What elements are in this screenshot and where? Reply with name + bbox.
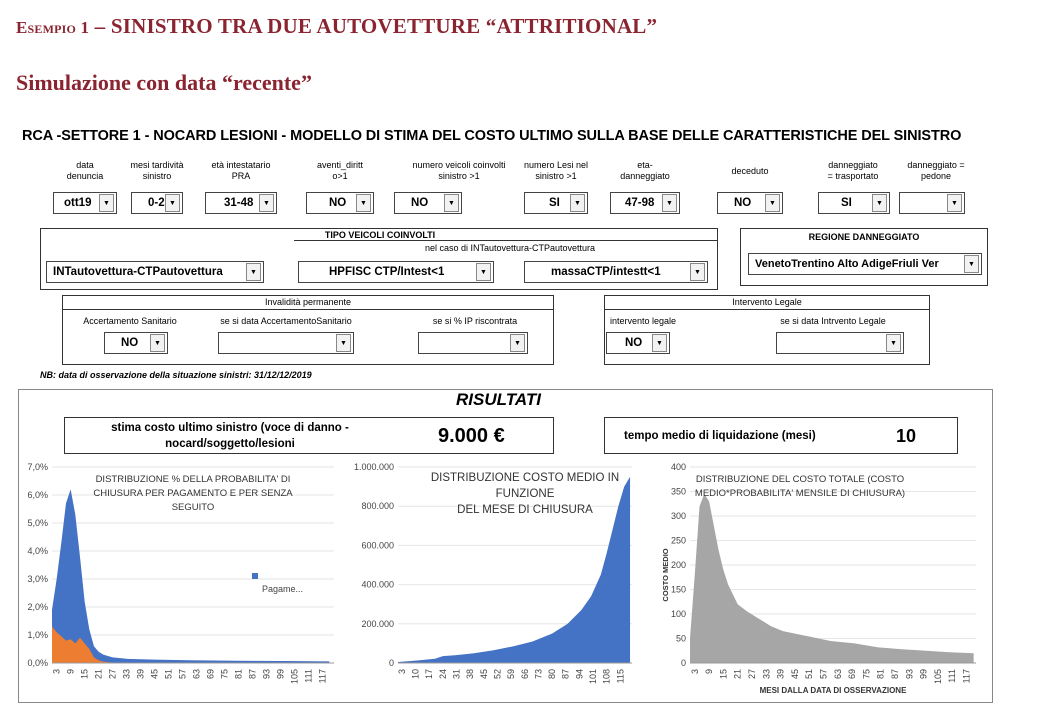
- field-label-line1: data: [76, 160, 94, 170]
- vehicles-header: TIPO VEICOLI COINVOLTI: [324, 230, 436, 240]
- y-tick-label: 0: [388, 658, 394, 668]
- legal-value: NO: [625, 337, 643, 349]
- chevron-down-icon[interactable]: ▼: [259, 194, 274, 212]
- field-select[interactable]: [717, 192, 783, 214]
- y-tick-label: 300: [670, 511, 686, 521]
- field-label: [384, 160, 534, 182]
- x-tick-label: 93: [904, 669, 915, 680]
- chart-title: CHIUSURA PER PAGAMENTO E PER SENZA: [93, 488, 293, 499]
- legend-swatch: [252, 573, 258, 579]
- field-select[interactable]: [205, 192, 277, 214]
- accertamento-date-select[interactable]: [218, 332, 354, 354]
- mass-value: massaCTP/intestt<1: [551, 266, 661, 278]
- chevron-down-icon[interactable]: ▼: [690, 263, 705, 281]
- y-tick-label: 1.000.000: [353, 462, 394, 472]
- field-select-value: 47-98: [625, 197, 655, 209]
- legal-label: intervento legale: [609, 316, 677, 326]
- y-tick-label: 250: [670, 535, 686, 546]
- chevron-down-icon[interactable]: ▼: [99, 194, 114, 212]
- chart-title: SEGUITO: [171, 502, 215, 513]
- x-tick-label: 27: [746, 669, 757, 680]
- legal-header: Intervento Legale: [732, 297, 802, 307]
- legal-divider: [604, 309, 930, 310]
- field-label-line1: numero Lesi nel: [523, 160, 589, 170]
- field-select[interactable]: [131, 192, 183, 214]
- y-tick-label: 3,0%: [27, 574, 48, 584]
- x-tick-label: 10: [410, 669, 421, 680]
- y-tick-label: 5,0%: [27, 518, 48, 528]
- field-label-line2: denuncia: [66, 171, 104, 181]
- settlement-time-value: 10: [896, 426, 917, 446]
- y-tick-label: 1,0%: [27, 630, 48, 640]
- x-tick-label: 45: [149, 669, 160, 680]
- x-tick-label: 45: [789, 669, 800, 680]
- cost-estimate-value: 9.000 €: [438, 425, 505, 447]
- y-tick-label: 6,0%: [27, 490, 48, 500]
- x-tick-label: 105: [289, 669, 300, 685]
- x-tick-label: 15: [79, 669, 90, 680]
- mass-select[interactable]: [524, 261, 708, 283]
- field-label: [118, 160, 196, 182]
- field-label: [520, 160, 592, 182]
- cost-label-line2: nocard/soggetto/lesioni: [165, 438, 295, 450]
- x-tick-label: 45: [478, 669, 489, 680]
- cost-label-line1: stima costo ultimo sinistro (voce di danno -: [111, 422, 349, 434]
- series-area: [52, 489, 329, 663]
- x-tick-label: 69: [205, 669, 216, 680]
- y-tick-label: 50: [675, 633, 686, 644]
- accertamento-date-label: se si data AccertamentoSanitario: [220, 316, 352, 326]
- x-tick-label: 117: [961, 669, 972, 684]
- x-tick-label: 81: [233, 669, 244, 680]
- chevron-down-icon[interactable]: ▼: [246, 263, 261, 281]
- invalidity-header: Invalidità permanente: [264, 297, 352, 307]
- chevron-down-icon[interactable]: ▼: [570, 194, 585, 212]
- x-tick-label: 80: [547, 669, 558, 680]
- x-tick-label: 3: [689, 669, 700, 675]
- x-tick-label: 21: [732, 669, 743, 680]
- x-tick-label: 93: [261, 669, 272, 680]
- field-select-value: NO: [411, 197, 429, 209]
- field-label-line2: pedone: [920, 171, 952, 181]
- x-tick-label: 81: [875, 669, 886, 680]
- field-label-line2: PRA: [231, 171, 251, 181]
- simulation-heading: Simulazione con data “recente”: [16, 70, 312, 95]
- x-tick-label: 117: [317, 669, 328, 684]
- field-select[interactable]: [524, 192, 588, 214]
- field-select[interactable]: [306, 192, 374, 214]
- field-select-value: SI: [549, 197, 560, 209]
- y-tick-label: 0: [680, 658, 686, 668]
- x-tick-label: 21: [93, 669, 104, 680]
- field-label-line2: = trasportato: [827, 171, 879, 181]
- chevron-down-icon[interactable]: ▼: [510, 334, 525, 352]
- x-tick-label: 108: [601, 669, 612, 685]
- field-label-line1: danneggiato =: [907, 160, 965, 170]
- field-label-line1: eta-: [637, 160, 653, 170]
- chevron-down-icon[interactable]: ▼: [336, 334, 351, 352]
- field-label: [804, 160, 902, 182]
- results-title: RISULTATI: [456, 390, 541, 409]
- chevron-down-icon[interactable]: ▼: [872, 194, 887, 212]
- chevron-down-icon[interactable]: ▼: [150, 334, 165, 352]
- series-area: [690, 494, 974, 663]
- y-tick-label: 7,0%: [27, 462, 48, 472]
- chart-title: DEL MESE DI CHIUSURA: [457, 504, 593, 516]
- region-select[interactable]: [748, 253, 982, 275]
- y-tick-label: 800.000: [361, 501, 394, 512]
- y-axis-label: COSTO MEDIO: [661, 548, 670, 602]
- x-tick-label: 63: [832, 669, 843, 680]
- model-title: RCA -SETTORE 1 - NOCARD LESIONI - MODELLO DI STIMA DEL COSTO ULTIMO SULLA BASE DELLE CARATTERISTICHE DEL SINISTRO: [22, 128, 962, 144]
- field-select[interactable]: [394, 192, 462, 214]
- x-tick-label: 59: [506, 669, 517, 680]
- field-label-line2: o>1: [332, 171, 348, 181]
- x-tick-label: 99: [918, 669, 929, 680]
- x-tick-label: 39: [775, 669, 786, 680]
- legal-select[interactable]: [606, 332, 670, 354]
- x-tick-label: 39: [135, 669, 146, 680]
- field-label: [710, 166, 790, 177]
- chevron-down-icon[interactable]: ▼: [964, 255, 979, 273]
- chevron-down-icon[interactable]: ▼: [947, 194, 962, 212]
- chevron-down-icon[interactable]: ▼: [662, 194, 677, 212]
- x-tick-label: 3: [396, 669, 407, 675]
- ip-select[interactable]: [418, 332, 528, 354]
- field-label-line1: mesi tardività: [130, 160, 184, 170]
- field-select-value: ott19: [64, 197, 92, 209]
- invalidity-divider: [62, 309, 554, 310]
- y-tick-label: 100: [670, 609, 686, 619]
- chevron-down-icon[interactable]: ▼: [165, 194, 180, 212]
- x-tick-label: 51: [804, 669, 815, 680]
- chevron-down-icon[interactable]: ▼: [652, 334, 667, 352]
- vehicle-type-value: INTautovettura-CTPautovettura: [53, 266, 223, 278]
- field-select-value: 0-2: [148, 197, 165, 209]
- y-tick-label: 4,0%: [27, 546, 48, 556]
- field-select[interactable]: [610, 192, 680, 214]
- field-select-value: NO: [329, 197, 347, 209]
- x-tick-label: 66: [519, 669, 530, 680]
- y-tick-label: 200: [670, 560, 686, 570]
- field-select[interactable]: [53, 192, 117, 214]
- field-label-line2: danneggiato: [620, 171, 670, 181]
- x-tick-label: 27: [107, 669, 118, 680]
- field-select[interactable]: [818, 192, 890, 214]
- vehicle-type-select[interactable]: [46, 261, 264, 283]
- field-label: [896, 160, 976, 182]
- x-tick-label: 38: [465, 669, 476, 680]
- chevron-down-icon[interactable]: ▼: [356, 194, 371, 212]
- x-tick-label: 3: [51, 669, 62, 675]
- cost-estimate-label: [70, 420, 390, 452]
- x-axis-label: MESI DALLA DATA DI OSSERVAZIONE: [759, 686, 907, 695]
- ip-label: se si % IP riscontrata: [432, 316, 518, 326]
- x-tick-label: 105: [932, 669, 943, 685]
- x-tick-label: 87: [889, 669, 900, 680]
- accertamento-value: NO: [121, 337, 139, 349]
- field-label-line2: sinistro >1: [438, 171, 480, 181]
- example-title: – SINISTRO TRA DUE AUTOVETTURE “ATTRITIONAL”: [89, 14, 658, 38]
- field-label-line1: deceduto: [731, 166, 769, 176]
- field-select[interactable]: [899, 192, 965, 214]
- x-tick-label: 31: [451, 669, 462, 680]
- field-label-line2: sinistro: [142, 171, 172, 181]
- x-tick-label: 101: [588, 669, 598, 685]
- legal-date-label: se si data Intrvento Legale: [780, 316, 886, 326]
- hpfisc-select[interactable]: [298, 261, 494, 283]
- field-label: [40, 160, 130, 182]
- field-label: [600, 160, 690, 182]
- vehicles-divider: [294, 240, 718, 241]
- legal-date-select[interactable]: [776, 332, 904, 354]
- field-label-line1: età intestatario: [211, 160, 271, 170]
- x-tick-label: 73: [533, 669, 544, 680]
- chart-title: DISTRIBUZIONE % DELLA PROBABILITA' DI: [95, 474, 291, 485]
- x-tick-label: 69: [847, 669, 858, 680]
- y-tick-label: 400.000: [361, 579, 394, 590]
- field-select-value: SI: [841, 197, 852, 209]
- example-label: Esempio 1: [16, 18, 90, 37]
- y-tick-label: 600.000: [361, 540, 394, 551]
- accertamento-select[interactable]: [104, 332, 168, 354]
- legend-label: Pagame...: [262, 584, 304, 594]
- region-header: REGIONE DANNEGGIATO: [808, 232, 920, 242]
- x-tick-label: 33: [121, 669, 132, 680]
- y-tick-label: 200.000: [361, 618, 394, 629]
- x-tick-label: 9: [65, 669, 76, 675]
- y-tick-label: 2,0%: [27, 602, 48, 612]
- field-label-line1: aventi_diritt: [316, 160, 364, 170]
- field-label: [298, 160, 382, 182]
- x-tick-label: 33: [761, 669, 772, 680]
- x-tick-label: 57: [818, 669, 829, 680]
- chevron-down-icon[interactable]: ▼: [476, 263, 491, 281]
- observation-note: NB: data di osservazione della situazione sinistri: 31/12/12/2019: [40, 370, 312, 380]
- field-label-line2: sinistro >1: [535, 171, 577, 181]
- x-tick-label: 9: [704, 669, 715, 675]
- x-tick-label: 15: [718, 669, 729, 680]
- y-tick-label: 400: [670, 462, 686, 472]
- x-tick-label: 51: [163, 669, 174, 680]
- field-select-value: NO: [734, 197, 752, 209]
- x-tick-label: 17: [424, 669, 435, 680]
- chart-title: FUNZIONE: [495, 488, 555, 500]
- x-tick-label: 111: [947, 669, 958, 683]
- hpfisc-value: HPFISC CTP/Intest<1: [329, 266, 445, 278]
- x-tick-label: 99: [275, 669, 286, 680]
- vehicles-subheader: nel caso di INTautovettura-CTPautovettura: [424, 243, 596, 253]
- chart-title: MEDIO*PROBABILITA' MENSILE DI CHIUSURA): [694, 488, 906, 499]
- x-tick-label: 87: [247, 669, 258, 680]
- x-tick-label: 94: [574, 669, 585, 680]
- example-heading: [16, 14, 657, 39]
- x-tick-label: 87: [560, 669, 571, 680]
- x-tick-label: 75: [861, 669, 872, 680]
- settlement-time-label: tempo medio di liquidazione (mesi): [624, 430, 816, 442]
- x-tick-label: 52: [492, 669, 503, 680]
- y-tick-label: 150: [670, 584, 686, 595]
- x-tick-label: 57: [177, 669, 188, 680]
- results-charts: [0, 455, 1040, 705]
- region-value: VenetoTrentino Alto AdigeFriuli Ver: [755, 258, 939, 270]
- field-label-line1: danneggiato: [828, 160, 878, 170]
- y-tick-label: 350: [670, 486, 686, 497]
- chart-title: DISTRIBUZIONE COSTO MEDIO IN: [430, 472, 620, 484]
- x-tick-label: 111: [303, 669, 314, 683]
- chevron-down-icon[interactable]: ▼: [886, 334, 901, 352]
- field-label: [198, 160, 284, 182]
- field-select-value: 31-48: [224, 197, 254, 209]
- x-tick-label: 24: [437, 669, 448, 680]
- chevron-down-icon[interactable]: ▼: [444, 194, 459, 212]
- y-tick-label: 0,0%: [27, 658, 48, 668]
- x-tick-label: 63: [191, 669, 202, 680]
- field-label-line1: numero veicoli coinvolti: [412, 160, 506, 170]
- accertamento-label: Accertamento Sanitario: [83, 316, 177, 326]
- series-area: [52, 627, 329, 663]
- x-tick-label: 75: [219, 669, 230, 680]
- x-tick-label: 115: [615, 669, 626, 684]
- chevron-down-icon[interactable]: ▼: [765, 194, 780, 212]
- chart-title: DISTRIBUZIONE DEL COSTO TOTALE (COSTO: [695, 474, 905, 485]
